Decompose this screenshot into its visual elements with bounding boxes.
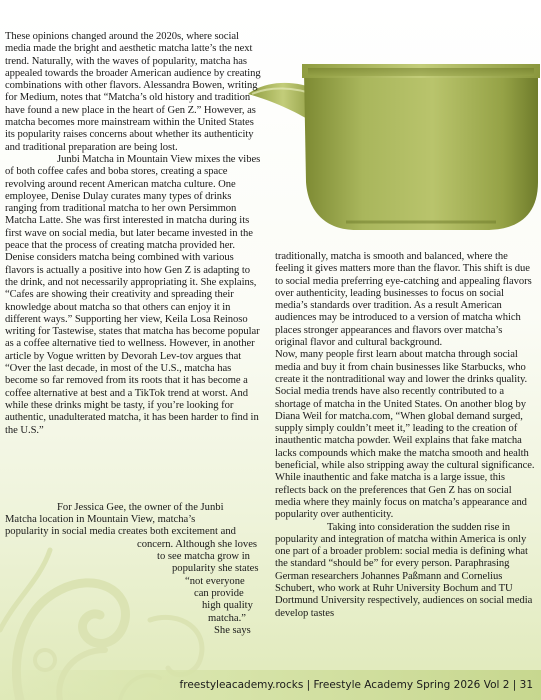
text-line: to see matcha grow in [157, 551, 250, 562]
text-line: popularity she states [172, 563, 259, 574]
text-line: matcha.” [208, 613, 246, 624]
left-text-column [5, 31, 265, 437]
text-line: Matcha location in Mountain View, matcha’s [5, 514, 196, 525]
text-line: popularity in social media creates both excitement and [5, 526, 236, 537]
right-paragraph-3: Taking into consideration the sudden rise in popularity and integration of matcha within America is only one part of a broader problem: social media is defining what the standard “should be” for every person. Paraphrasing German researchers Johannes Paßmann and Cornelius Schubert, who work at Ruhr University Bochum and TU Dortmund University respectively, audiences on social media develop tastes [275, 521, 533, 619]
right-paragraph-1: traditionally, matcha is smooth and balanced, where the feeling it gives matters more than the flavor. This shift is due to social media preferring eye-catching and appealing flavors over authenticity, leading businesses to focus on social media’s standards over tradition. As a result American audiences may be introduced to a version of matcha which places stronger appearances and flavors over matcha’s original flavor and cultural background. [275, 251, 532, 349]
footer-text: freestyleacademy.rocks | Freestyle Academy Spring 2026 Vol 2 | 31 [179, 679, 533, 691]
text-line: “not everyone [185, 576, 245, 587]
page-footer [0, 670, 541, 700]
text-line: concern. Although she loves [137, 539, 258, 550]
left-paragraph-1: These opinions changed around the 2020s, where social media made the bright and aesthetic matcha latte’s the next trend. Naturally, with the waves of popularity, matcha has appealed towards the broader American audience by creating combinations with other flavors. Alessandra Bowen, writing for Medium, notes that “Matcha’s old history and tradition have found a new place in the heart of Gen Z.” However, as matcha becomes more mainstream within the United States its popularity raises concerns about whether its authenticity and traditional preparation are being lost. [5, 31, 261, 153]
text-line: can provide [194, 588, 244, 599]
matcha-bowl-image [246, 32, 540, 232]
right-paragraph-2: Now, many people first learn about matcha through social media and buy it from chain businesses like Starbucks, who create it the nontraditional way and lower the drinks quality. Social media trends have also recently contributed to a shortage of matcha in the United States. On another blog by Diana Weil for matcha.com, “When global demand surged, supply simply couldn’t meet it,” leading to the creation of inauthentic matcha powder. Weil explains that fake matcha lacks compounds which make the matcha smooth and health beneficial, while also stripping away the cultural significance. While inauthentic and fake matcha is a large issue, this reflects back on the preferences that Gen Z has on social media where they mainly focus on matcha’s appearance and popularity over authenticity. [275, 349, 535, 521]
right-text-column [275, 251, 537, 620]
left-paragraph-2: Junbi Matcha in Mountain View mixes the vibes of both coffee cafes and boba stores, creating a space revolving around recent American matcha culture. One employee, Denise Dulay curates many types of drinks ranging from traditional matcha to her own Persimmon Matcha Latte. She was first interested in matcha during its first wave on social media, but later became invested in the peace that the process of creating matcha provided her. Denise considers matcha being combined with various flavors is actually a positive into how Gen Z is adapting to the drink, and not necessarily appropriating it. She explains, “Cafes are showing their creativity and spreading their knowledge about matcha so that others can enjoy it in different ways.” Supporting her view, Keila Losa Reinoso writing for Tastewise, states that matcha has become popular as a coffee alternative tied to wellness. However, in another article by Vogue written by Devorah Lev-tov argues that “Over the last decade, in most of the U.S., matcha has become so far removed from its roots that it has become a coffee alternative at best and a TikTok trend at worst. And while these drinks might be tasty, if you’re looking for authentic, unadulterated matcha, it has been harder to find in the U.S.” [5, 153, 261, 436]
text-line: high quality [202, 600, 253, 611]
text-line: She says [214, 625, 251, 636]
text-line: For Jessica Gee, the owner of the Junbi [57, 502, 224, 513]
